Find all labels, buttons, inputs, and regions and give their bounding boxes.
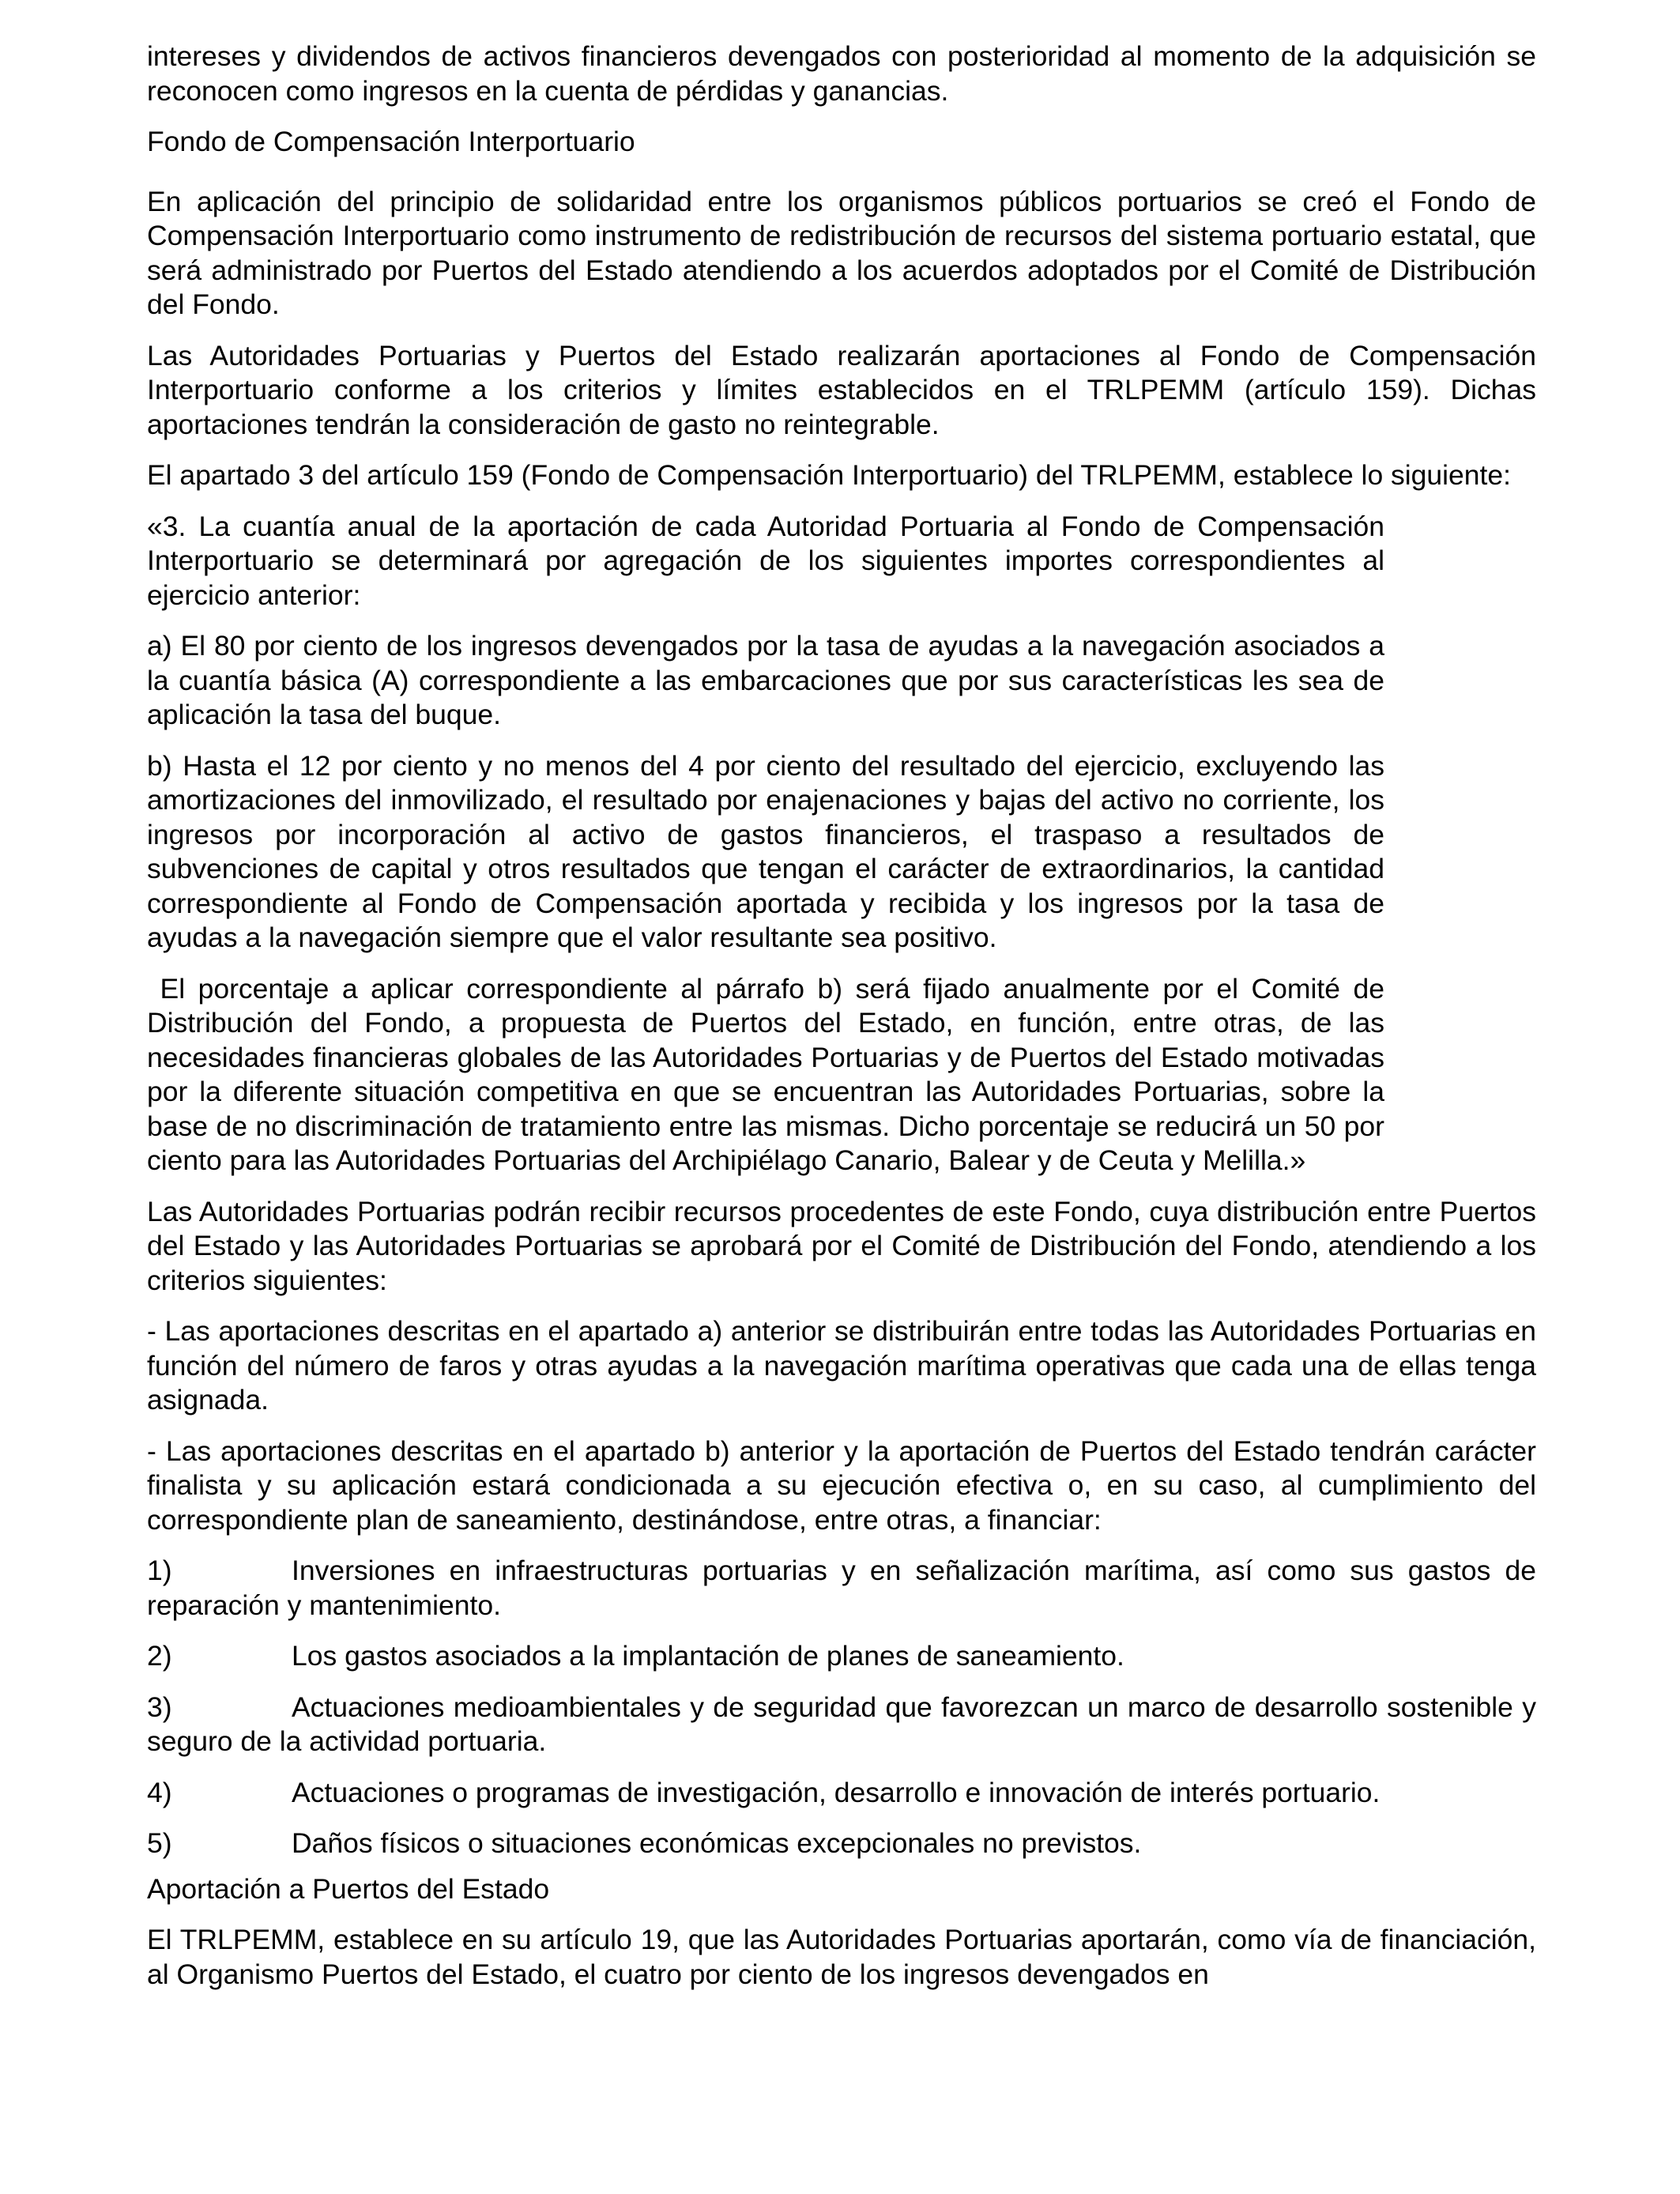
paragraph-criterio-a: - Las aportaciones descritas en el apartado a) anterior se distribuirán entre todas las Autoridades Portuarias en función del número de faros y otras ayudas a la navegación marítima operativas que cada una de ellas tenga asignada. — [147, 1315, 1536, 1416]
list-item-number: 2) — [147, 1640, 172, 1672]
list-item-number: 1) — [147, 1555, 172, 1586]
paragraph-articulo-19: El TRLPEMM, establece en su artículo 19, que las Autoridades Portuarias aportarán, como vía de financiación, al Organismo Puertos del Estado, el cuatro por ciento de los ingresos devengados en — [147, 1924, 1536, 1990]
list-item-number: 4) — [147, 1776, 172, 1808]
list-item — [147, 1691, 1536, 1759]
paragraph-solidaridad: En aplicación del principio de solidaridad entre los organismos públicos portuarios se creó el Fondo de Compensación Interportuario como instrumento de redistribución de recursos del sistema portuario estatal, que será administrado por Puertos del Estado atendiendo a los acuerdos adoptados por el Comité de Distribución del Fondo. — [147, 185, 1536, 320]
quote-cuantia-anual: «3. La cuantía anual de la aportación de cada Autoridad Portuaria al Fondo de Compensación Interportuario se determinará por agregación de los siguientes importes correspondientes al ejercicio anterior: — [147, 510, 1384, 611]
list-item-text: Los gastos asociados a la implantación de planes de saneamiento. — [292, 1640, 1124, 1672]
quote-item-b: b) Hasta el 12 por ciento y no menos del 4 por ciento del resultado del ejercicio, excluyendo las amortizaciones del inmovilizado, el resultado por enajenaciones y bajas del activo no corriente, los ingresos por incorporación al activo de gastos financieros, el traspaso a resultados de subvenciones de capital y otros resultados que tengan el carácter de extraordinarios, la cantidad correspondiente al Fondo de Compensación aportada y recibida y los ingresos por la tasa de ayudas a la navegación siempre que el valor resultante sea positivo. — [147, 749, 1384, 953]
paragraph-apartado-3: El apartado 3 del artículo 159 (Fondo de Compensación Interportuario) del TRLPEMM, establece lo siguiente: — [147, 459, 1512, 491]
heading-aportacion-puertos: Aportación a Puertos del Estado — [147, 1872, 550, 1905]
list-item-number: 3) — [147, 1691, 172, 1723]
list-item-number: 5) — [147, 1827, 172, 1859]
list-item-text: Inversiones en infraestructuras portuarias y en señalización marítima, así como sus gastos de reparación y mantenimiento. — [147, 1555, 1536, 1621]
list-item — [147, 1776, 1536, 1811]
quote-item-a: a) El 80 por ciento de los ingresos devengados por la tasa de ayudas a la navegación asociados a la cuantía básica (A) correspondiente a las embarcaciones que por sus características les sea de aplicación la tasa del buque. — [147, 630, 1384, 730]
heading-fondo-compensacion: Fondo de Compensación Interportuario — [147, 126, 635, 157]
list-item-text: Daños físicos o situaciones económicas excepcionales no previstos. — [292, 1827, 1142, 1859]
list-item — [147, 1639, 1536, 1674]
paragraph-recursos-fondo: Las Autoridades Portuarias podrán recibir recursos procedentes de este Fondo, cuya distribución entre Puertos del Estado y las Autoridades Portuarias se aprobará por el Comité de Distribución del Fondo, atendiendo a los criterios siguientes: — [147, 1195, 1536, 1296]
list-item-text: Actuaciones medioambientales y de seguridad que favorezcan un marco de desarrollo sostenible y seguro de la actividad portuaria. — [147, 1691, 1536, 1757]
document-page — [147, 40, 1536, 2008]
paragraph-criterio-b: - Las aportaciones descritas en el apartado b) anterior y la aportación de Puertos del Estado tendrán carácter finalista y su aplicación estará condicionada a su ejecución efectiva o, en su caso, al cumplimiento del correspondiente plan de saneamiento, destinándose, entre otras, a financiar: — [147, 1434, 1536, 1536]
list-item — [147, 1826, 1536, 1861]
paragraph-aportaciones: Las Autoridades Portuarias y Puertos del Estado realizarán aportaciones al Fondo de Compensación Interportuario conforme a los criterios y límites establecidos en el TRLPEMM (artículo 159). Dichas aportaciones tendrán la consideración de gasto no reintegrable. — [147, 339, 1536, 440]
list-item — [147, 1554, 1536, 1623]
list-item-text: Actuaciones o programas de investigación, desarrollo e innovación de interés portuario. — [292, 1776, 1381, 1808]
paragraph-intro: intereses y dividendos de activos financieros devengados con posterioridad al momento de la adquisición se reconocen como ingresos en la cuenta de pérdidas y ganancias. — [147, 40, 1536, 107]
quote-porcentaje: El porcentaje a aplicar correspondiente al párrafo b) será fijado anualmente por el Comité de Distribución del Fondo, a propuesta de Puertos del Estado, en función, entre otras, de las necesidades financieras globales de las Autoridades Portuarias y de Puertos del Estado motivadas por la diferente situación competitiva en que se encuentran las Autoridades Portuarias, sobre la base de no discriminación de tratamiento entre las mismas. Dicho porcentaje se reducirá un 50 por ciento para las Autoridades Portuarias del Archipiélago Canario, Balear y de Ceuta y Melilla.» — [147, 972, 1392, 1176]
